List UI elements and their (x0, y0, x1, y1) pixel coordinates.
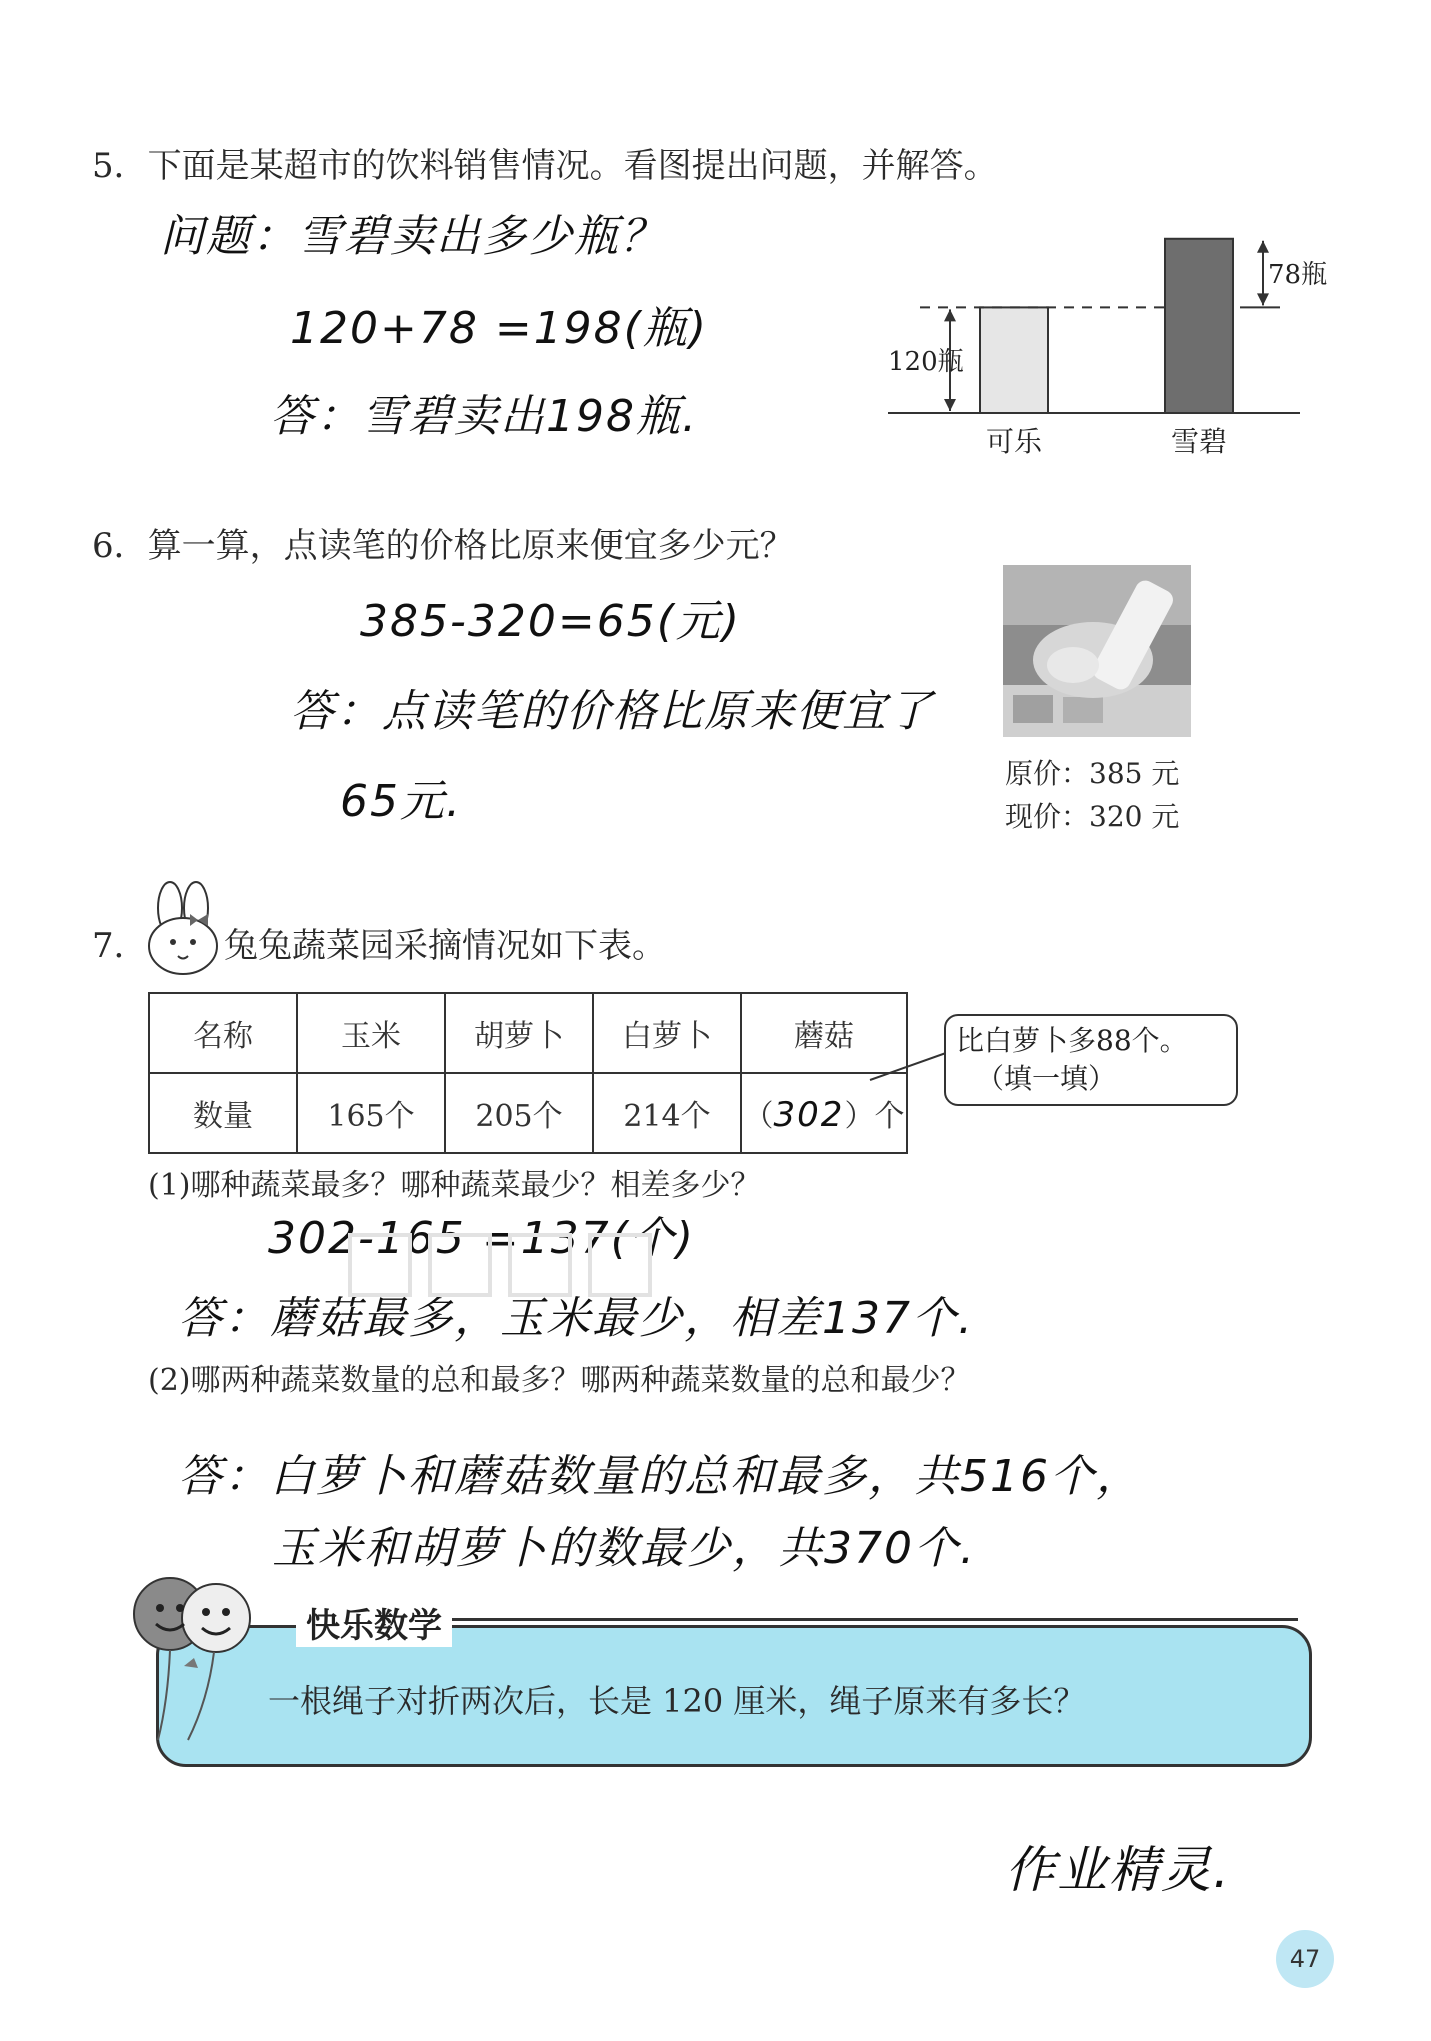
q7-sub2: (2)哪两种蔬菜数量的总和最多？哪两种蔬菜数量的总和最少？ (148, 1363, 971, 1398)
q7-sub1: (1)哪种蔬菜最多？哪种蔬菜最少？相差多少？ (148, 1168, 761, 1203)
q5-bar-chart (880, 185, 1328, 475)
table-cell: 214个 (593, 1073, 741, 1153)
blank-open: （ (743, 1099, 774, 1134)
category-cola: 可乐 (985, 425, 1043, 458)
category-sprite: 雪碧 (1170, 425, 1228, 458)
callout-box (944, 1014, 1238, 1106)
q5-prompt: 5．下面是某超市的饮料销售情况。看图提出问题，并解答。 (92, 146, 998, 186)
happy-math-title: 快乐数学 (296, 1598, 452, 1647)
bar-sprite (1165, 239, 1233, 413)
reading-pen-photo (1003, 565, 1191, 737)
q5-hand-question: 问题：雪碧卖出多少瓶？ (160, 211, 666, 262)
q6-hand-calc: 385-320=65(元) (360, 596, 742, 647)
q6-hand-answer-2: 65元. (340, 776, 462, 827)
q7-sub2-hand-2: 玉米和胡萝卜的数最少，共370个. (272, 1523, 976, 1574)
q7-sub1-answer: 答：蘑菇最多，玉米最少，相差137个. (178, 1293, 974, 1344)
arrowhead (1257, 293, 1269, 305)
q6-hand-answer-1: 答：点读笔的价格比原来便宜了 (290, 686, 934, 737)
bar-cola (980, 307, 1048, 413)
table-cell: 205个 (445, 1073, 593, 1153)
table-header-cell: 胡萝卜 (445, 993, 593, 1073)
table-header-cell: 名称 (149, 993, 297, 1073)
q5-hand-answer: 答：雪碧卖出198瓶. (270, 391, 698, 442)
annotation-120: 120瓶 (888, 347, 964, 378)
balloon-faces-icon (128, 1570, 258, 1750)
arrowhead (944, 309, 956, 321)
table-cell: 165个 (297, 1073, 445, 1153)
arrowhead (944, 399, 956, 411)
blank-answer: 302 (773, 1095, 845, 1135)
signature: 作业精灵. (1005, 1841, 1231, 1899)
table-header-row (149, 993, 907, 1073)
table-row (149, 1073, 907, 1153)
callout-line-2: （填一填） (976, 1062, 1117, 1095)
annotation-78: 78瓶 (1268, 260, 1328, 291)
vegetable-table (148, 992, 908, 1154)
q5-hand-calc: 120+78 =198(瓶) (290, 303, 709, 354)
original-price: 原价：385 元 (1005, 757, 1180, 790)
q7-sub2-hand-1: 答：白萝卜和蘑菇数量的总和最多，共516个， (178, 1451, 1142, 1502)
page-number: 47 (1276, 1930, 1334, 1988)
bunny-icon (140, 880, 226, 978)
table-row-label: 数量 (149, 1073, 297, 1153)
arrowhead (1257, 241, 1269, 253)
q7-prompt: 兔兔蔬菜园采摘情况如下表。 (224, 926, 666, 966)
happy-math-question: 一根绳子对折两次后，长是 120 厘米，绳子原来有多长？ (268, 1682, 1086, 1720)
table-header-cell: 玉米 (297, 993, 445, 1073)
q7-sub1-calc: 302-165 =137(个) (268, 1213, 696, 1264)
blank-close: ）个 (844, 1099, 905, 1134)
q6-prompt: 6．算一算，点读笔的价格比原来便宜多少元？ (92, 526, 794, 566)
table-header-cell: 白萝卜 (593, 993, 741, 1073)
watermark-stamp (340, 1225, 660, 1305)
table-header-cell: 蘑菇 (741, 993, 907, 1073)
q7-number: 7． (92, 926, 148, 966)
callout-line-1: 比白萝卜多88个。 (956, 1024, 1188, 1057)
current-price: 现价：320 元 (1005, 800, 1180, 833)
